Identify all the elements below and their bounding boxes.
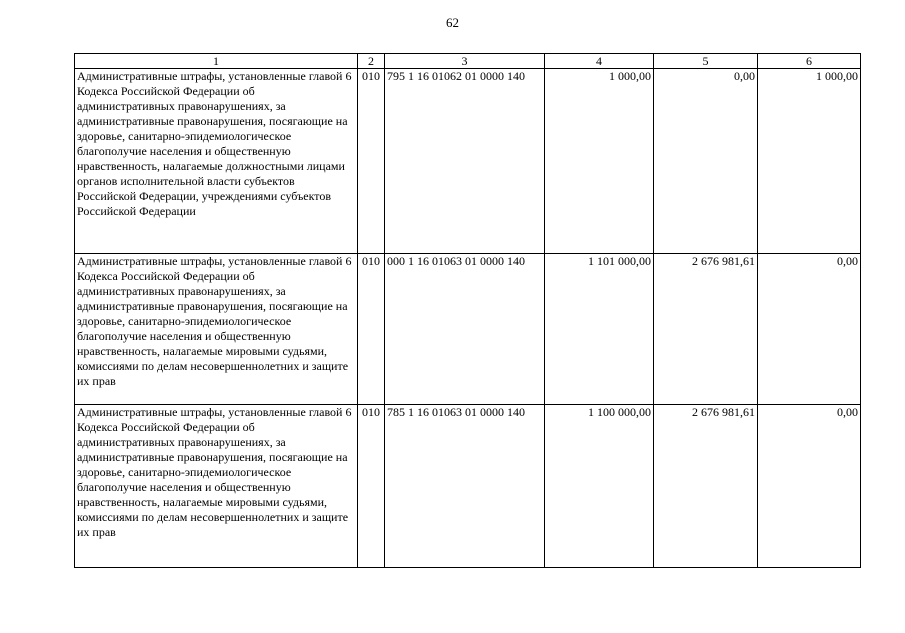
header-col-2: 2	[358, 54, 385, 69]
table-row	[75, 254, 861, 405]
row-col5: 0,00	[654, 69, 758, 254]
header-col-3: 3	[385, 54, 545, 69]
row-col4: 1 101 000,00	[545, 254, 654, 405]
table-row	[75, 69, 861, 254]
row-col4: 1 100 000,00	[545, 405, 654, 568]
row-col6: 0,00	[758, 405, 861, 568]
header-col-4: 4	[545, 54, 654, 69]
header-row	[75, 54, 861, 69]
page-number: 62	[446, 15, 459, 30]
row-kbk: 785 1 16 01063 01 0000 140	[385, 405, 545, 568]
header-col-5: 5	[654, 54, 758, 69]
header-col-6: 6	[758, 54, 861, 69]
row-code: 010	[358, 69, 385, 254]
table-row	[75, 405, 861, 568]
budget-table	[74, 53, 861, 568]
row-kbk: 000 1 16 01063 01 0000 140	[385, 254, 545, 405]
row-col6: 0,00	[758, 254, 861, 405]
row-col4: 1 000,00	[545, 69, 654, 254]
row-code: 010	[358, 254, 385, 405]
row-col5: 2 676 981,61	[654, 254, 758, 405]
row-code: 010	[358, 405, 385, 568]
row-description: Административные штрафы, установленные главой 6 Кодекса Российской Федерации об административных правонарушениях, за административные правонарушения, посягающие на здоровье, санитарно-эпидемиологическое благополучие населения и общественную нравственность, налагаемые должностными лицами органов исполнительной власти субъектов Российской Федерации, учреждениями субъектов Российской Федерации	[75, 69, 358, 254]
row-col6: 1 000,00	[758, 69, 861, 254]
row-description: Административные штрафы, установленные главой 6 Кодекса Российской Федерации об административных правонарушениях, за административные правонарушения, посягающие на здоровье, санитарно-эпидемиологическое благополучие населения и общественную нравственность, налагаемые мировыми судьями, комиссиями по делам несовершеннолетних и защите их прав	[75, 254, 358, 405]
row-description: Административные штрафы, установленные главой 6 Кодекса Российской Федерации об административных правонарушениях, за административные правонарушения, посягающие на здоровье, санитарно-эпидемиологическое благополучие населения и общественную нравственность, налагаемые мировыми судьями, комиссиями по делам несовершеннолетних и защите их прав	[75, 405, 358, 568]
row-kbk: 795 1 16 01062 01 0000 140	[385, 69, 545, 254]
row-col5: 2 676 981,61	[654, 405, 758, 568]
header-col-1: 1	[75, 54, 358, 69]
